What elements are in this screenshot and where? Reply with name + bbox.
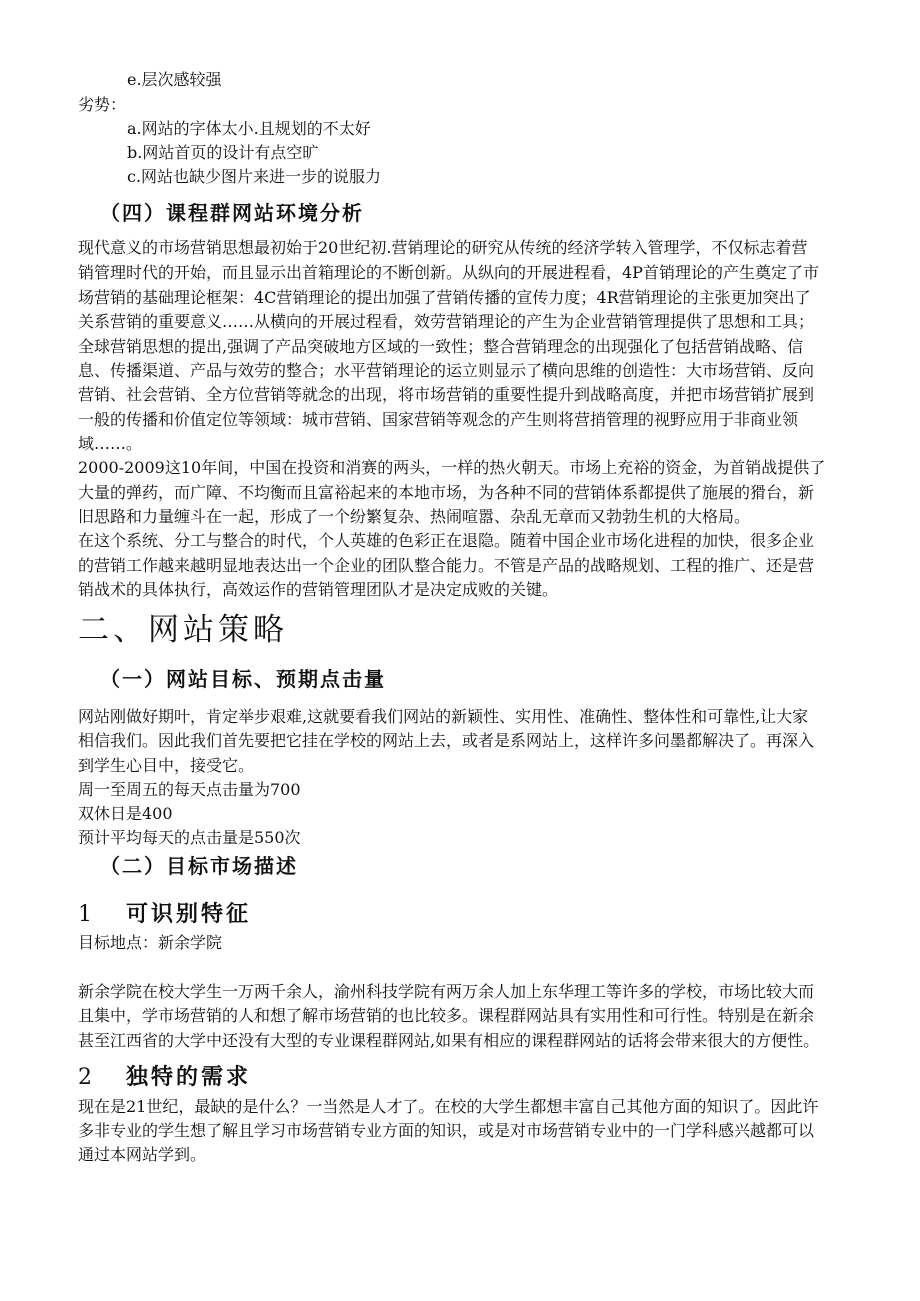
- stat-average-clicks: 预计平均每天的点击量是550次: [78, 828, 301, 847]
- subsection-2-heading: [78, 1064, 251, 1091]
- stat-weekday-clicks: 周一至周五的每天点击量为700: [78, 780, 301, 799]
- sub2-para-line: 多非专业的学生想了解且学习市场营销专业方面的知识，或是对市场营销专业中的一门学科感兴越都可以: [78, 1121, 815, 1140]
- s4-p1-line: 息、传播渠道、产品与效劳的整合；水平营销理论的运立则显示了横向思维的创造性：大市场营销、反向: [78, 361, 815, 380]
- s4-p1-line: 场营销的基础理论框架：4C营销理论的提出加强了营销传播的宣传力度；4R营销理论的主张更加突出了: [78, 288, 811, 307]
- s4-p2-line: 旧思路和力量缠斗在一起，形成了一个纷繁复杂、热闹喧嚣、杂乱无章而又勃勃生机的大格局。: [78, 507, 751, 526]
- s4-p3-line: 在这个系统、分工与整合的时代，个人英雄的色彩正在退隐。随着中国企业市场化进程的加快，很多企业: [78, 531, 815, 550]
- weakness-item-b: b.网站首页的设计有点空旷: [127, 143, 319, 162]
- chapter-2-heading: 二、网站策略: [78, 612, 288, 648]
- subsection-2-number: 2: [78, 1065, 92, 1090]
- section-2-2-heading: （二）目标市场描述: [100, 854, 298, 878]
- sub1-para-line: 且集中，学市场营销的人和想了解市场营销的也比较多。课程群网站具有实用性和可行性。特别是在新余: [78, 1006, 815, 1025]
- s4-p2-line: 大量的弹药，而广障、不均衡而且富裕起来的本地市场，为各种不同的营销体系都提供了施展的猾台，新: [78, 483, 815, 502]
- sub1-para-line: 新余学院在校大学生一万两千余人，渝州科技学院有两万余人加上东华理工等许多的学校，市场比较大而: [78, 982, 815, 1001]
- stat-weekend-clicks: 双休日是400: [78, 804, 173, 823]
- s21-para-line: 到学生心目中，接受它。: [78, 756, 255, 775]
- weakness-item-c: c.网站也缺少图片来进一步的说服力: [127, 167, 382, 186]
- sub2-para-line: 通过本网站学到。: [78, 1145, 207, 1164]
- section-4-heading: （四）课程群网站环境分析: [100, 201, 364, 225]
- s4-p3-line: 销战术的具体执行，高效运作的营销管理团队才是决定成败的关键。: [78, 580, 559, 599]
- s4-p1-line: 全球营销思想的提出,强调了产品突破地方区域的一致性；整合营销理念的出现强化了包括营销战略、信: [78, 337, 804, 356]
- sub2-para-line: 现在是21世纪，最缺的是什么？一当然是人才了。在校的大学生都想丰富自己其他方面的知识了。因此许: [78, 1097, 819, 1116]
- s4-p3-line: 的营销工作越来越明显地表达出一个企业的团队整合能力。不管是产品的战略规划、工程的推广、还是营: [78, 556, 815, 575]
- strength-item-e: e.层次感较强: [127, 70, 222, 89]
- s4-p1-line: 域……。: [78, 434, 143, 453]
- subsection-1-number: 1: [78, 902, 92, 927]
- sub1-para-line: 甚至江西省的大学中还没有大型的专业课程群网站,如果有相应的课程群网站的话将会带来很大的方便性。: [78, 1031, 820, 1050]
- s21-para-line: 相信我们。因此我们首先要把它挂在学校的网站上去，或者是系网站上，这样许多问墨都解决了。再深入: [78, 731, 815, 750]
- weakness-item-a: a.网站的字体太小.且规划的不太好: [127, 119, 371, 138]
- subsection-1-title: 可识别特征: [126, 901, 252, 927]
- s4-p2-line: 2000-2009这10年间，中国在投资和消赛的两头，一样的热火朝天。市场上充裕的资金，为首销战提供了: [78, 458, 826, 477]
- section-2-1-heading: （一）网站目标、预期点击量: [100, 667, 386, 691]
- weaknesses-label: 劣势：: [78, 95, 127, 114]
- subsection-1-heading: [78, 901, 251, 928]
- s4-p1-line: 关系营销的重要意义……从横向的开展过程看，效劳营销理论的产生为企业营销管理提供了思想和工具；: [78, 312, 815, 331]
- subsection-2-title: 独特的需求: [126, 1064, 252, 1090]
- s21-para-line: 网站刚做好期叶，肯定举步艰难,这就要看我们网站的新颖性、实用性、准确性、整体性和可靠性,让大家: [78, 707, 809, 726]
- s4-p1-line: 销管理时代的开始，而且显示出首箱理论的不断创新。从纵向的开展进程看，4P首销理论的产生奠定了市: [78, 263, 819, 282]
- s4-p1-line: 一般的传播和价值定位等领域：城市营销、国家营销等观念的产生则将营捎管理的视野应用于非商业领: [78, 410, 799, 429]
- s4-p1-line: 现代意义的市场营销思想最初始于20世纪初.营销理论的研究从传统的经济学转入管理学，不仅标志着营: [78, 238, 808, 257]
- target-location: 目标地点：新余学院: [78, 933, 223, 952]
- s4-p1-line: 营销、社会营销、全方位营销等就念的出现，将市场营销的重要性提升到战略高度，并把市场营销扩展到: [78, 385, 815, 404]
